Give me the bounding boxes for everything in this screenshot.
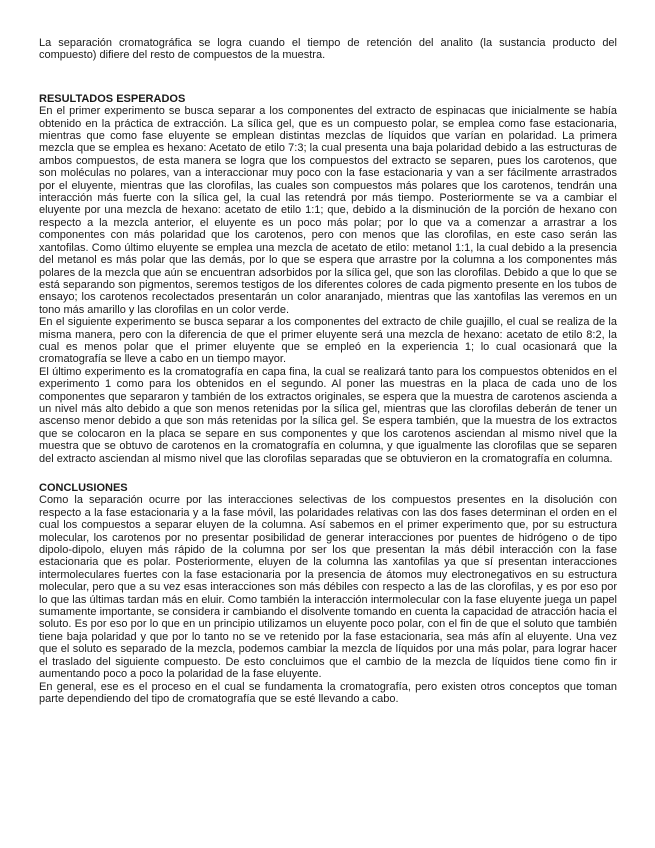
section-spacer (39, 465, 617, 482)
results-heading: RESULTADOS ESPERADOS (39, 92, 186, 105)
conclusions-paragraph-1: Como la separación ocurre por las interacciones selectivas de los compuestos presentes en la disolución con respecto a la fase estacionaria y a la fase móvil, las polaridades relativas con las dos fases determinan el orden en el cual los compuestos a separar eluyen de la columna. Así sabemos en el primer experimento que, por su estructura molecular, los carotenos por no presentar posibilidad de generar interacciones por puentes de hidrógeno o de tipo dipolo-dipolo, eluyen más rápido de la columna por ser los que presentan la más débil interacción con la fase estacionaria que es polar. Posteriormente, eluyen de la columna las xantofilas ya que sí presentan interacciones intermoleculares fuertes con la fase estacionaria por la presencia de átomos muy electronegativos en su estructura molecular, pero que a su vez esas interacciones son más débiles con respecto a las de las clorofilas, y es por eso por lo que las últimas tardan más en eluir. Como también la interacción intermolecular con la fase eluyente juega un papel sumamente importante, se considera ir cambiando el disolvente tomando en cuenta la capacidad de atracción hacia el soluto. Es por eso por lo que en un principio utilizamos un eluyente poco polar, con el fin de que el soluto que también tiene baja polaridad y que por lo tanto no se ve retenido por la fase estacionaria, sea más afín al eluyente. Una vez que el soluto es separado de la mezcla, podemos cambiar la mezcla de líquidos por una más polar, para lograr hacer el traslado del siguiente compuesto. De esto concluimos que el cambio de la mezcla de líquidos tiene como fin ir aumentando poco a poco la polaridad de la fase eluyente. (39, 494, 617, 681)
results-paragraph-1: En el primer experimento se busca separar a los componentes del extracto de espinacas que inicialmente se había obtenido en la práctica de extracción. La sílica gel, que es un compuesto polar, se emplea como fase estacionaria, mientras que como fase eluyente se emplean distintas mezclas de líquidos que varían en polaridad. La primera mezcla que se emplea es hexano: Acetato de etilo 7:3; la cual presenta una baja polaridad debido a las estructuras de ambos compuestos, de esta manera se logra que los compuestos del extracto se separen, pues los carotenos, que son moléculas no polares, van a interaccionar muy poco con la fase estacionaria y van a ser fácilmente arrastrados por el eluyente, mientras que las clorofilas, las cuales son compuestos más polares que los carotenos, tendrán una interacción más fuerte con la sílica gel, la cual las retendrá por más tiempo. Posteriormente se va a cambiar el eluyente por una mezcla de hexano: acetato de etilo 1:1; que, debido a la disminución de la porción de hexano con respecto a la mezcla anterior, el eluyente es un poco más polar; por lo que va a comenzar a arrastrar a los componentes con más polaridad que los carotenos, pero con menos que las clorofilas, en este caso serán las xantofilas. Como último eluyente se emplea una mezcla de acetato de etilo: metanol 1:1, la cual debido a la presencia del metanol es más polar que las demás, por lo que se espera que arrastre por la columna a los componentes más polares de la mezcla que aún se encuentran adsorbidos por la sílica gel, que son las clorofilas. Debido a que lo que se está separando son pigmentos, seremos testigos de los diferentes colores de cada pigmento presente en los tubos de ensayo; los carotenos recolectados presentarán un color anaranjado, mientras que las xantofilas las veremos en un tono más amarillo y las clorofilas en un color verde. (39, 105, 617, 316)
conclusions-heading: CONCLUSIONES (39, 482, 128, 494)
document-page (39, 37, 617, 705)
section-spacer (39, 62, 617, 93)
results-paragraph-3: El último experimento es la cromatografía en capa fina, la cual se realizará tanto para los compuestos obtenidos en el experimento 1 como para los obtenidos en el segundo. Al poner las muestras en la placa de cada uno de los componentes que separaron y también de los extractos originales, se espera que la muestra de carotenos ascienda a un nivel más alto debido a que son menos retenidas por la sílica gel, mientras que las clorofilas deberán de tener un ascenso menor debido a que son más retenidas por la sílica gel. Se espera también, que la muestra de los extractos que se colocaron en la placa se separe en sus componentes y que los carotenos asciendan al mismo nivel que la muestra que se obtuvo de carotenos en la cromatografía en columna, y que igualmente las clorofilas que se separen del extracto asciendan al mismo nivel que las clorofilas separadas que se obtuvieron en la cromatografía en columna. (39, 365, 617, 465)
results-paragraph-2: En el siguiente experimento se busca separar a los componentes del extracto de chile guajillo, el cual se realiza de la misma manera, pero con la diferencia de que el primer eluyente será una mezcla de hexano: acetato de etilo 8:2, la cual es menos polar que el primer eluyente que se empleó en la experiencia 1; lo cual ocasionará que la cromatografía se lleve a cabo en un tiempo mayor. (39, 316, 617, 366)
intro-paragraph: La separación cromatográfica se logra cuando el tiempo de retención del analito (la sustancia producto del compuesto) difiere del resto de compuestos de la muestra. (39, 37, 617, 62)
conclusions-paragraph-2: En general, ese es el proceso en el cual se fundamenta la cromatografía, pero existen otros conceptos que toman parte dependiendo del tipo de cromatografía que se esté llevando a cabo. (39, 680, 617, 705)
